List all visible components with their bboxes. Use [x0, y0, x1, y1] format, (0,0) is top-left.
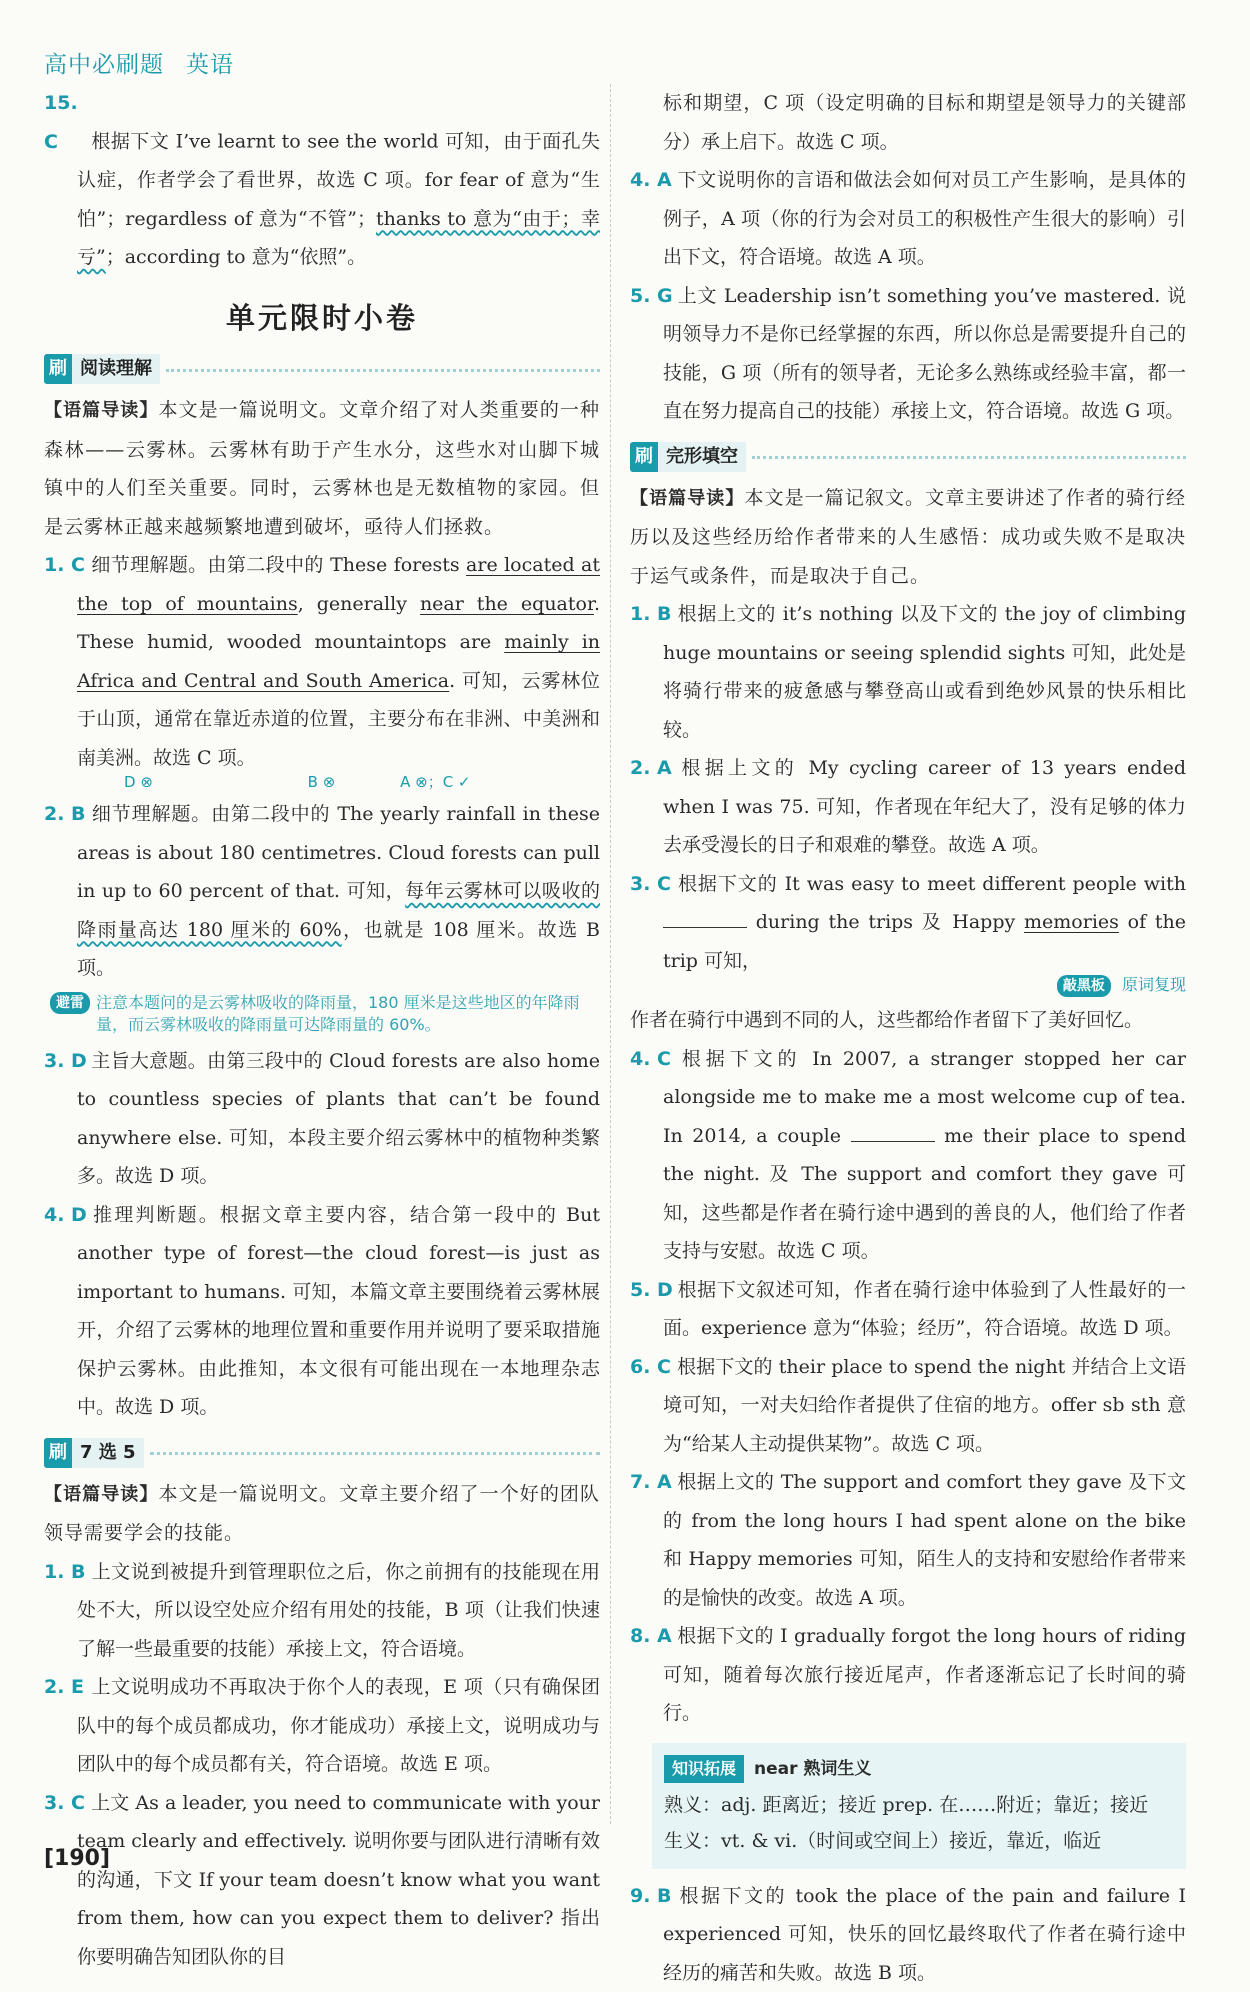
answer-s3: 3. C 上文 As a leader, you need to communicate with your team clearly and effectively. 说明你要与团队进行清晰有效的沟通，下文 If your team doesn’t know what you want from them, how can you expect them to deliver? 指出你要明确告知团队你的目	[44, 1784, 600, 1977]
tip-note: 避雷 注意本题问的是云雾林吸收的降雨量，180 厘米是这些地区的年降雨量，而云雾林吸收的降雨量可达降雨量的 60%。	[50, 992, 600, 1036]
passage-guide: 【语篇导读】本文是一篇记叙文。文章主要讲述了作者的骑行经历以及这些经历给作者带来的人生感悟：成功或失败不是取决于运气或条件，而是取决于自己。	[630, 479, 1186, 596]
answer-c6: 6. C 根据下文的 their place to spend the night 并结合上文语境可知，一对夫妇给作者提供了住宿的地方。offer sb sth 意为“给某人主动提供某物”。故选 C 项。	[630, 1348, 1186, 1464]
answer-c3-continued: 作者在骑行中遇到不同的人，这些都给作者留下了美好回忆。	[630, 1001, 1186, 1040]
subject-title: 英语	[186, 52, 234, 78]
page-number: [190]	[44, 1846, 110, 1871]
answer-c9: 9. B 根据下文的 took the place of the pain and failure I experienced 可知，快乐的回忆最终取代了作者在骑行途中经历的痛苦和失败。故选 B 项。	[630, 1877, 1186, 1992]
answer-s4: 4. A 下文说明你的言语和做法会如何对员工产生影响，是具体的例子，A 项（你的行为会对员工的积极性产生很大的影响）引出下文，符合语境。故选 A 项。	[630, 161, 1186, 277]
passage-guide: 【语篇导读】本文是一篇说明文。文章介绍了对人类重要的一种森林——云雾林。云雾林有助于产生水分，这些水对山脚下城镇中的人们至关重要。同时，云雾林也是无数植物的家园。但是云雾林正越来越频繁地遭到破坏，亟待人们拯救。	[44, 391, 600, 546]
section-badge: 刷	[44, 354, 72, 384]
running-head	[44, 46, 234, 79]
blank-line	[663, 905, 747, 928]
dotted-rule	[752, 456, 1186, 459]
section-heading-cloze	[630, 441, 1186, 473]
tip-badge: 避雷	[50, 992, 90, 1014]
answer-c5: 5. D 根据下文叙述可知，作者在骑行途中体验到了人性最好的一面。experience 意为“体验；经历”，符合语境。故选 D 项。	[630, 1271, 1186, 1348]
answer-c7: 7. A 根据上文的 The support and comfort they gave 及下文的 from the long hours I had spent alone on the bike 和 Happy memories 可知，陌生人的支持和安慰给作者带来的是愉快的改变。故选 A 项。	[630, 1463, 1186, 1617]
section-title: 完形填空	[658, 442, 746, 472]
answer-r2: 2. B 细节理解题。由第二段中的 The yearly rainfall in these areas is about 180 centimetres. Cloud forests can pull in up to 60 percent of that. 可知，每年云雾林可以吸收的降雨量高达 180 厘米的 60%，也就是 108 厘米。故选 B 项。	[44, 795, 600, 988]
unit-title: 单元限时小卷	[44, 299, 600, 338]
section-heading-reading	[44, 353, 600, 385]
answer-c2: 2. A 根据上文的 My cycling career of 13 years ended when I was 75. 可知，作者现在年纪大了，没有足够的体力去承受漫长的日子和艰难的攀登。故选 A 项。	[630, 749, 1186, 865]
blank-line	[851, 1119, 935, 1142]
knowledge-box-head	[664, 1751, 1174, 1787]
tag-d: D ⊗	[124, 773, 153, 791]
right-column	[630, 84, 1186, 1992]
dotted-rule	[166, 369, 600, 372]
section-title: 阅读理解	[72, 354, 160, 384]
answer-c4: 4. C 根据下文的 In 2007, a stranger stopped her car alongside me to make me a most welcome cup of tea. In 2014, a couple me their place to spend the night. 及 The support and comfort they gave 可知，这些都是作者在骑行途中遇到的善良的人，他们给了作者支持与安慰。故选 C 项。	[630, 1040, 1186, 1271]
knowledge-badge: 知识拓展	[664, 1755, 744, 1783]
section-title: 7 选 5	[72, 1438, 144, 1468]
answer-15: 15. C 根据下文 I’ve learnt to see the world 可知，由于面孔失认症，作者学会了看世界，故选 C 项。for fear of 意为“生怕”；regardless of 意为“不管”；thanks to 意为“由于；幸亏”；according to 意为“依照”。	[44, 84, 600, 277]
answer-s3-continued: 标和期望，C 项（设定明确的目标和期望是领导力的关键部分）承上启下。故选 C 项。	[630, 84, 1186, 161]
tip-badge: 敲黑板	[1057, 975, 1111, 997]
passage-guide: 【语篇导读】本文是一篇说明文。文章主要介绍了一个好的团队领导需要学会的技能。	[44, 1475, 600, 1553]
familiar-meaning: 熟义：adj. 距离近；接近 prep. 在……附近；靠近；接近	[664, 1787, 1174, 1823]
knowledge-box	[652, 1743, 1186, 1869]
new-meaning: 生义：vt. & vi.（时间或空间上）接近，靠近，临近	[664, 1823, 1174, 1859]
tag-b: B ⊗	[308, 773, 336, 791]
option-tags	[44, 773, 600, 791]
answer-r3: 3. D 主旨大意题。由第三段中的 Cloud forests are also home to countless species of plants that can’t be found anywhere else. 可知，本段主要介绍云雾林中的植物种类繁多。故选 D 项。	[44, 1042, 600, 1196]
answer-s5: 5. G 上文 Leadership isn’t something you’ve mastered. 说明领导力不是你已经掌握的东西，所以你总是需要提升自己的技能，G 项（所有的领导者，无论多么熟练或经验丰富，都一直在努力提高自己的技能）承接上文，符合语境。故选 G 项。	[630, 277, 1186, 431]
answer-r1: 1. C 细节理解题。由第二段中的 These forests are located at the top of mountains, generally near the equator. These humid, wooded mountaintops are mainly in Africa and Central and South America. 可知，云雾林位于山顶，通常在靠近赤道的位置，主要分布在非洲、中美洲和南美洲。故选 C 项。	[44, 546, 600, 777]
left-column	[44, 84, 600, 1976]
answer-s2: 2. E 上文说明成功不再取决于你个人的表现，E 项（只有确保团队中的每个成员都成功，你才能成功）承接上文，说明成功与团队中的每个成员都有关，符合语境。故选 E 项。	[44, 1668, 600, 1784]
section-badge: 刷	[630, 442, 658, 472]
answer-s1: 1. B 上文说到被提升到管理职位之后，你之前拥有的技能现在用处不大，所以设空处应介绍有用处的技能，B 项（让我们快速了解一些最重要的技能）承接上文，符合语境。	[44, 1553, 600, 1669]
tag-ac: A ⊗；C ✓	[400, 773, 470, 791]
dotted-rule	[150, 1452, 600, 1455]
knowledge-title: near 熟词生义	[754, 1751, 871, 1787]
answer-number: 15. C	[44, 84, 91, 161]
tip-note: 敲黑板 原词复现	[630, 974, 1186, 997]
column-divider	[610, 84, 611, 1824]
answer-r4: 4. D 推理判断题。根据文章主要内容，结合第一段中的 But another type of forest—the cloud forest—is just as important to humans. 可知，本篇文章主要围绕着云雾林展开，介绍了云雾林的地理位置和重要作用并说明了要采取措施保护云雾林。由此推知，本文很有可能出现在一本地理杂志中。故选 D 项。	[44, 1196, 600, 1427]
answer-c1: 1. B 根据上文的 it’s nothing 以及下文的 the joy of climbing huge mountains or seeing splendid sights 可知，此处是将骑行带来的疲惫感与攀登高山或看到绝妙风景的快乐相比较。	[630, 595, 1186, 749]
section-badge: 刷	[44, 1438, 72, 1468]
section-heading-seven	[44, 1437, 600, 1469]
book-title: 高中必刷题	[44, 52, 164, 78]
answer-c8: 8. A 根据下文的 I gradually forgot the long hours of riding 可知，随着每次旅行接近尾声，作者逐渐忘记了长时间的骑行。	[630, 1617, 1186, 1733]
answer-c3: 3. C 根据下文的 It was easy to meet different people with during the trips 及 Happy memories of the trip 可知，	[630, 865, 1186, 981]
